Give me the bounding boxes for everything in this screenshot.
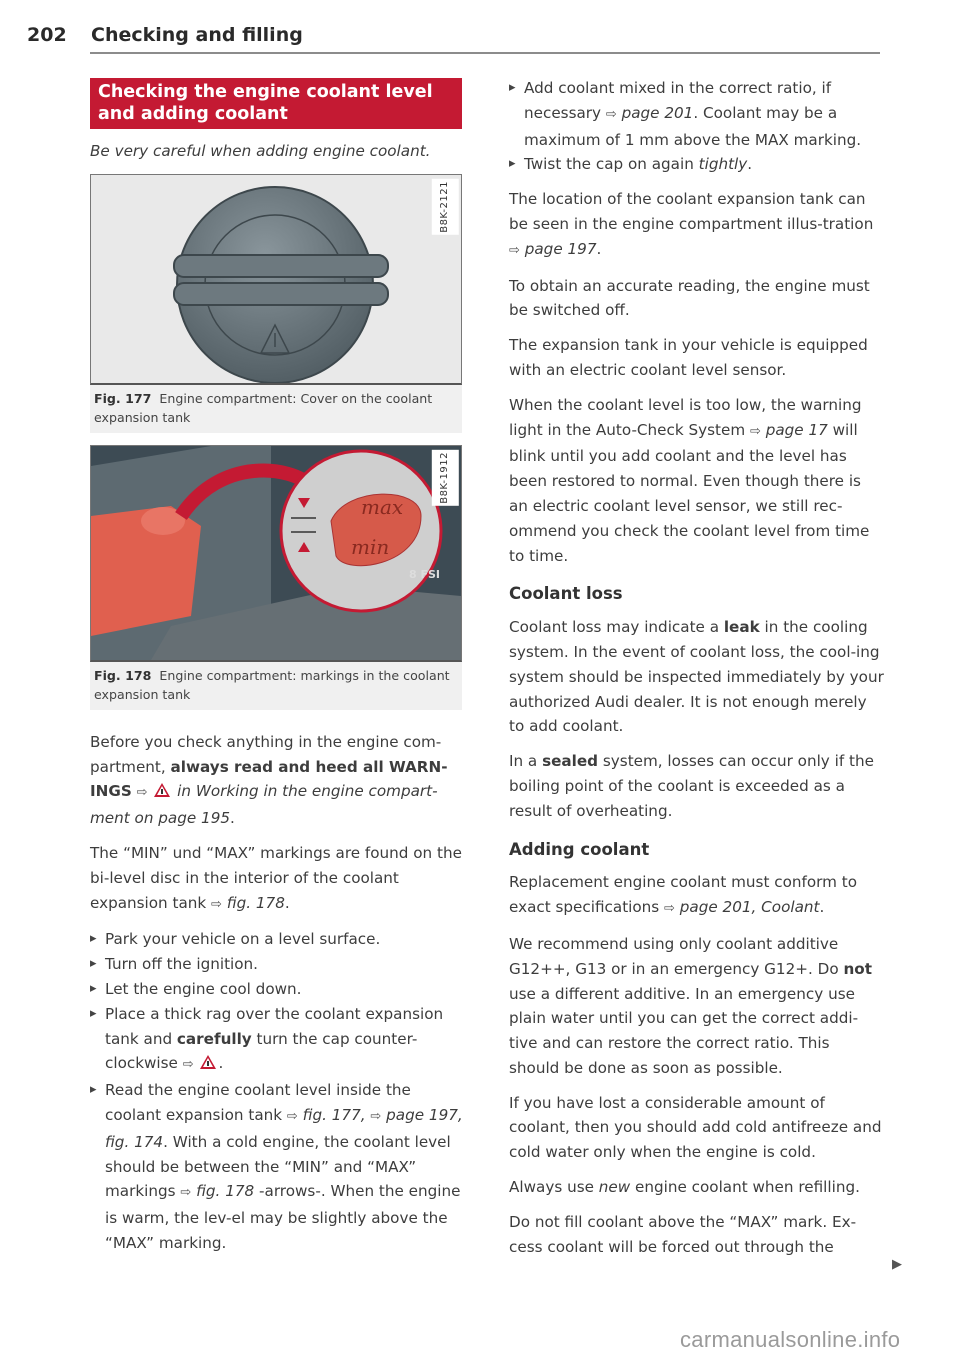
section-heading: Checking the engine coolant level and adding coolant [90, 78, 462, 129]
page-197-link[interactable]: page 197 [524, 239, 597, 258]
engine-compartment-illustration [90, 445, 462, 662]
coolant-loss-heading: Coolant loss [509, 584, 623, 604]
left-column [90, 78, 465, 1266]
page-197-link[interactable]: page 197, fig. 174 [105, 1105, 463, 1151]
caption-text: Engine compartment: Cover on the coolant expansion tank [94, 390, 433, 425]
figure-code: B8K-1912 [432, 450, 459, 506]
procedure-steps [90, 927, 465, 1255]
step-item: ▸ Let the engine cool down. [90, 977, 465, 1002]
page-201-link[interactable]: page 201, Coolant [679, 898, 820, 917]
max-mark-paragraph: Do not fill coolant above the “MAX” mark. Ex-cess coolant will be forced out through the [509, 1212, 857, 1256]
caption-text: Engine compartment: markings in the coolant expansion tank [94, 667, 450, 702]
step-item: ▸ Place a thick rag over the coolant expansion tank and carefully turn the cap counter-clockwise ⇨ . [90, 1002, 465, 1078]
header-divider [90, 52, 880, 54]
step-item: ▸ Add coolant mixed in the correct ratio, if necessary ⇨ page 201. Coolant may be a maximum of 1 mm above the MAX marking. [509, 76, 884, 152]
step-item: ▸ Park your vehicle on a level surface. [90, 927, 465, 952]
section-title: Checking and filling [91, 24, 303, 46]
procedure-steps-continued [509, 76, 884, 177]
reference-arrow-icon: ⇨ [182, 1057, 194, 1073]
specifications-paragraph: Replacement engine coolant must conform to exact specifications ⇨ page 201, Coolant. [509, 873, 857, 917]
markings-paragraph: The “MIN” und “MAX” markings are found on the bi-level disc in the interior of the coolant expansion tank ⇨ fig. 178. [90, 843, 462, 912]
coolant-loss-paragraph: Coolant loss may indicate a leak in the cooling system. In the event of coolant loss, the cool-ing system should be inspected immediately by your authorized Audi dealer. It is not enough merely to add coolant. [509, 618, 884, 736]
lost-coolant-paragraph: If you have lost a considerable amount of coolant, then you should add cold antifreeze and cold water only when the engine is cold. [509, 1093, 882, 1162]
location-paragraph: The location of the coolant expansion tank can be seen in the engine compartment illus-tration ⇨ page 197. [509, 190, 874, 258]
reference-arrow-icon: ⇨ [211, 896, 222, 912]
fig-178-link[interactable]: fig. 178 [226, 893, 285, 912]
figure-caption [90, 662, 462, 710]
right-column [509, 76, 884, 1269]
sensor-paragraph: The expansion tank in your vehicle is equipped with an electric coolant level sensor. [509, 336, 868, 379]
reference-arrow-icon: ⇨ [180, 1185, 192, 1201]
page-17-link[interactable]: page 17 [765, 420, 828, 439]
fig-178-link[interactable]: fig. 178 [196, 1182, 255, 1201]
page-201-link[interactable]: page 201 [621, 103, 694, 122]
reference-arrow-icon: ⇨ [286, 1108, 298, 1124]
engine-badge: 8 FSI [409, 567, 441, 581]
sealed-system-paragraph: In a sealed system, losses can occur only if the boiling point of the coolant is exceeded as a result of overheating. [509, 752, 874, 820]
page-header [27, 24, 882, 54]
min-marking: min [351, 534, 390, 559]
watermark: carmanualsonline.info [680, 1327, 901, 1352]
step-item: ▸ Turn off the ignition. [90, 952, 465, 977]
page-number: 202 [27, 24, 67, 46]
intro-text: Be very careful when adding engine coolant. [90, 142, 431, 160]
figure-label: Fig. 177 [94, 390, 152, 406]
reference-arrow-icon: ⇨ [664, 901, 675, 917]
step-item: ▸ Twist the cap on again tightly. [509, 152, 884, 177]
additive-paragraph: We recommend using only coolant additive G12++, G13 or in an emergency G12+. Do not use a different additive. In an emergency use plain water until you can get the correct addi-tive and can restore the correct ratio. This should be done as soon as possible. [509, 934, 872, 1077]
max-marking: max [361, 494, 404, 519]
coolant-cap-drawing [91, 175, 461, 383]
warning-light-paragraph: When the coolant level is too low, the warning light in the Auto-Check System ⇨ page 17 will blink until you add coolant and the level has been restored to normal. Even though there is an electric coolant level sensor, we still rec-ommend you check the coolant level from time to time. [509, 395, 870, 565]
figure-caption [90, 385, 462, 433]
warnings-link[interactable]: in Working in the engine compart-ment on page 195 [90, 782, 438, 828]
figure-label: Fig. 178 [94, 667, 152, 683]
coolant-cap-illustration [90, 174, 462, 385]
adding-coolant-heading: Adding coolant [509, 839, 650, 859]
accurate-reading-paragraph: To obtain an accurate reading, the engine must be switched off. [509, 276, 870, 320]
reference-arrow-icon: ⇨ [370, 1108, 382, 1124]
figure-177 [90, 174, 462, 433]
figure-code: B8K-2121 [432, 179, 459, 235]
expansion-tank-drawing [91, 446, 461, 660]
new-coolant-paragraph: Always use new engine coolant when refilling. [509, 1178, 860, 1197]
reference-arrow-icon: ⇨ [605, 106, 617, 122]
warning-triangle-icon[interactable] [154, 783, 170, 797]
figure-178 [90, 445, 462, 710]
step-item: ▸ Read the engine coolant level inside the coolant expansion tank ⇨ fig. 177, ⇨ page 197, fig. 174. With a cold engine, the coolant level should be between the “MIN” and “MAX” markings ⇨ fig. 178 -arrows-. When the engine is warm, the lev-el may be slightly above the “MAX” marking. [90, 1078, 465, 1256]
reference-arrow-icon: ⇨ [509, 242, 520, 258]
continue-arrow-icon: ▶ [892, 1257, 902, 1272]
reference-arrow-icon: ⇨ [136, 785, 148, 801]
warnings-paragraph: Before you check anything in the engine com-partment, always read and heed all WARN-INGS ⇨ in Working in the engine compart-ment on page 195. [90, 732, 448, 828]
warning-triangle-icon[interactable] [200, 1055, 216, 1069]
fig-177-link[interactable]: fig. 177, [302, 1105, 366, 1124]
reference-arrow-icon: ⇨ [749, 423, 761, 439]
